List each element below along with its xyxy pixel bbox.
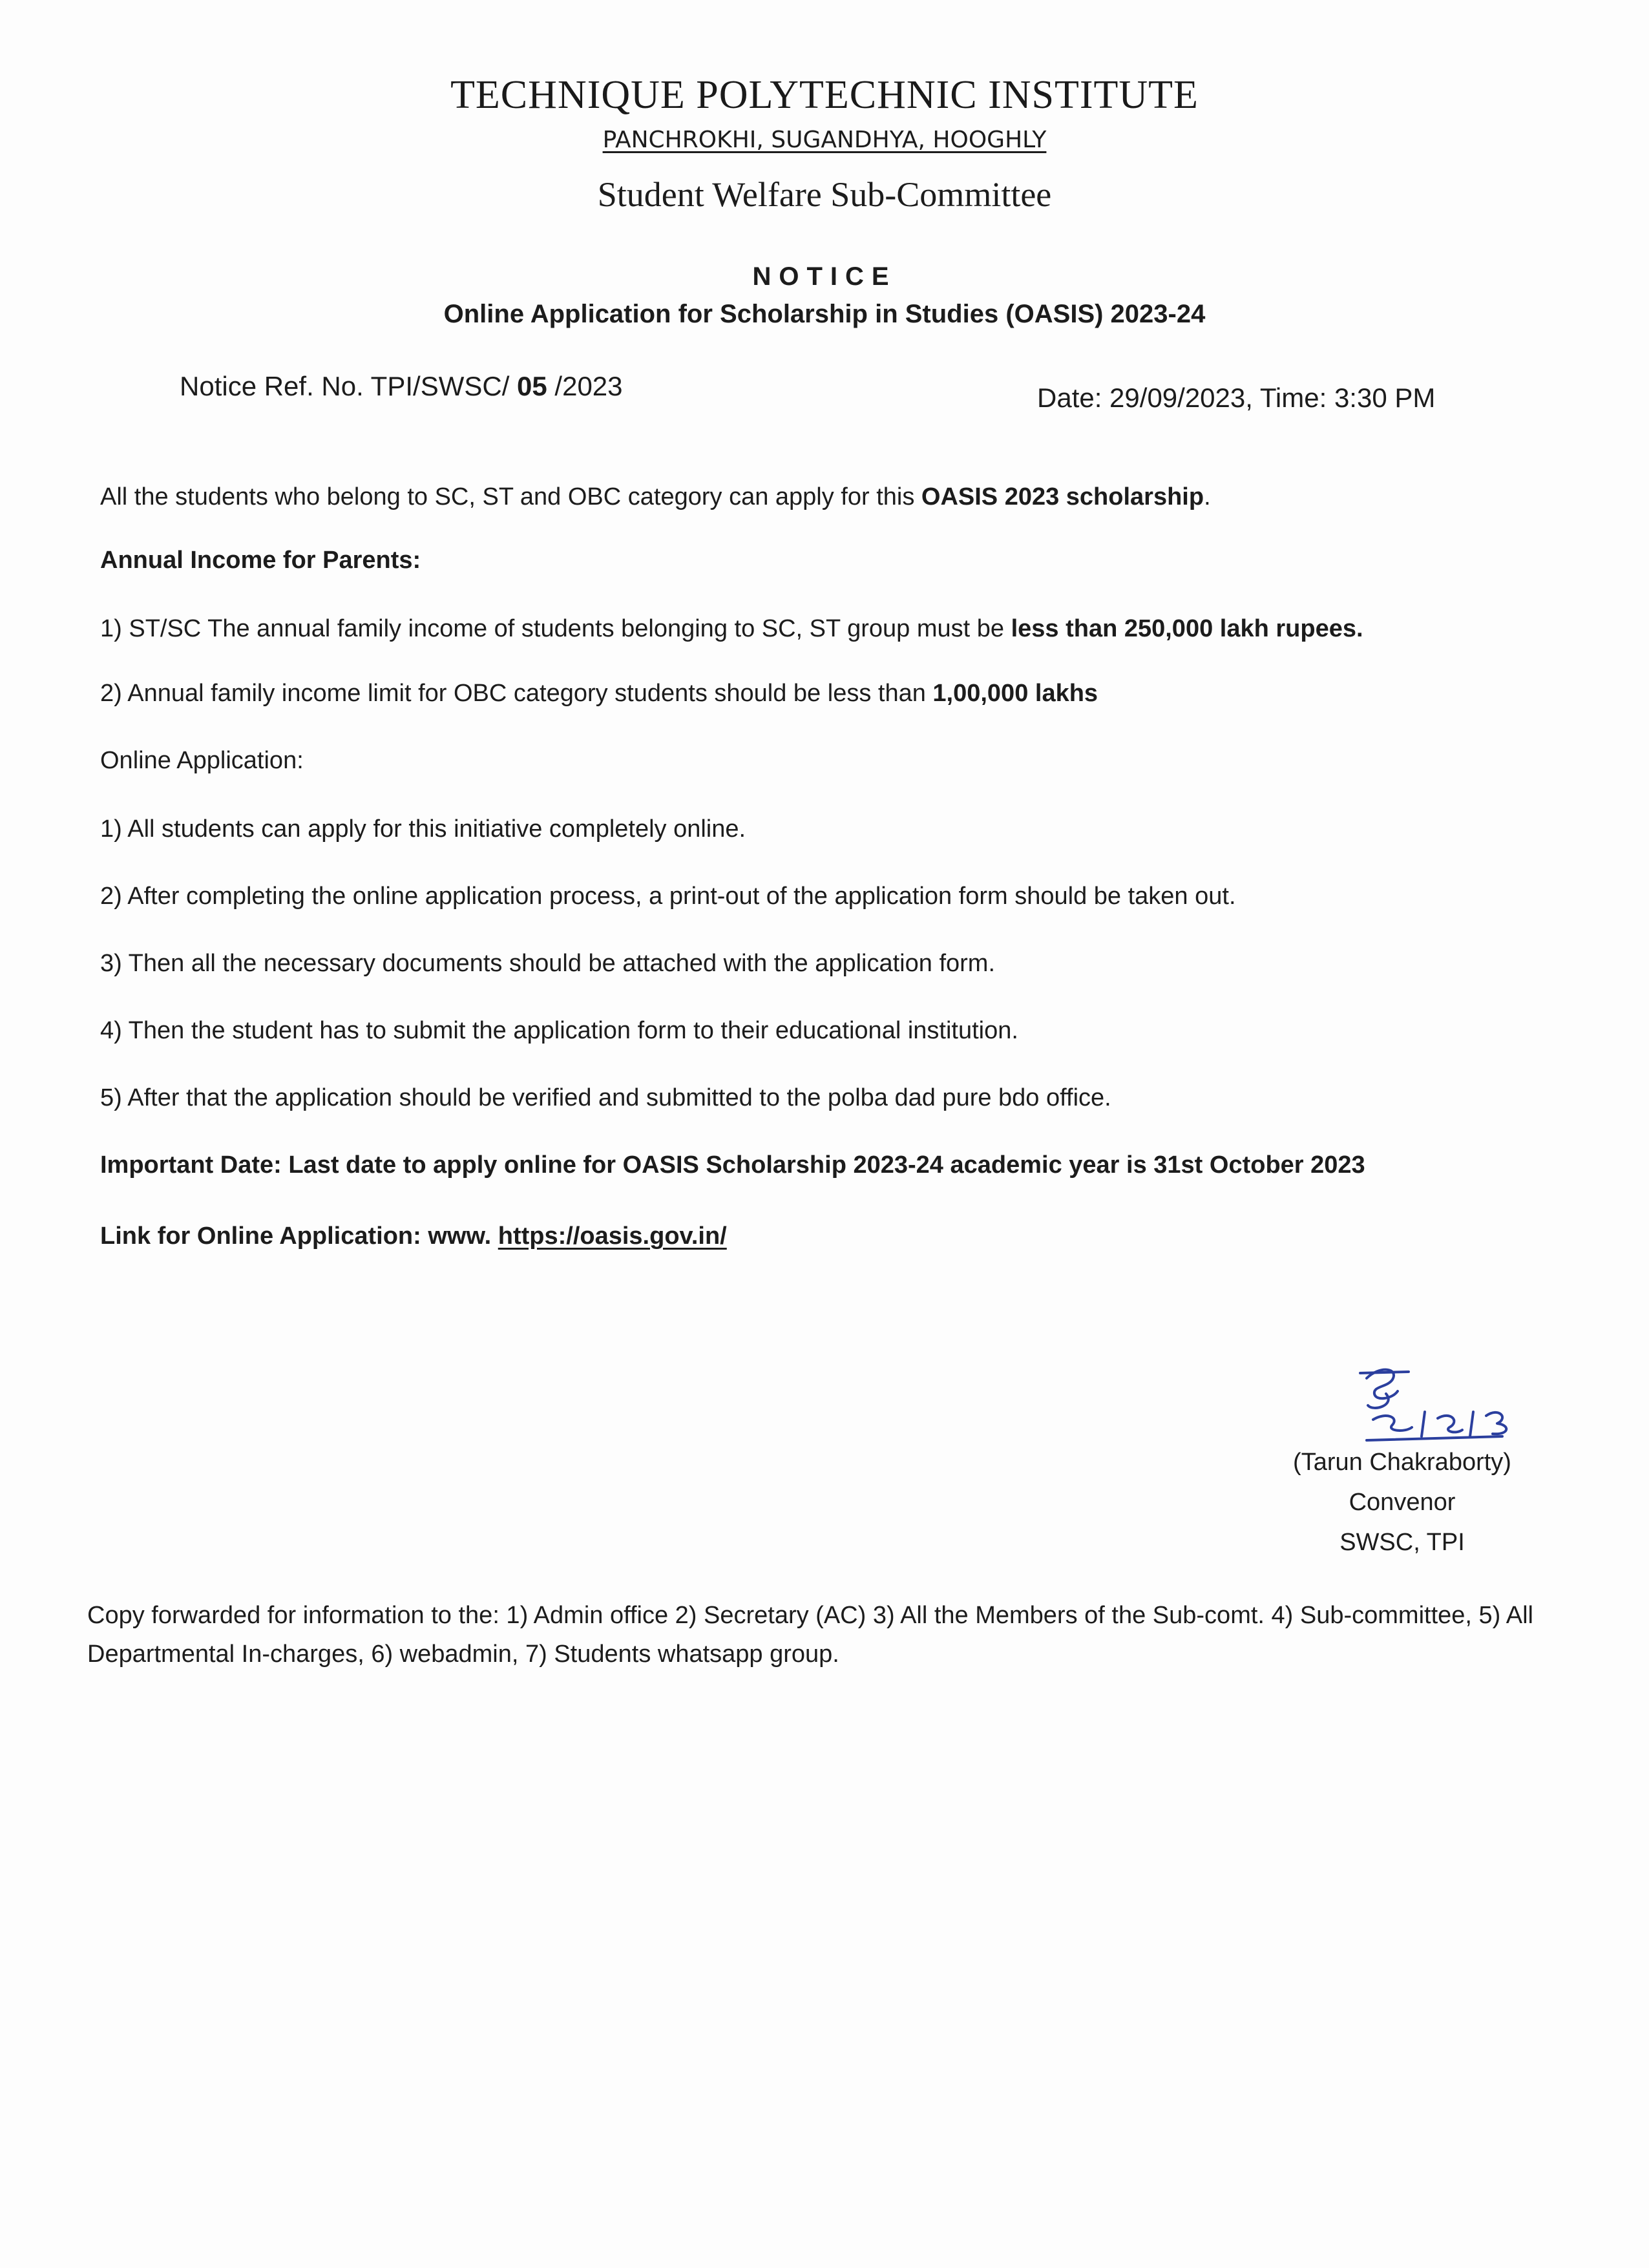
committee-name: Student Welfare Sub-Committee <box>597 175 1052 214</box>
intro-end: . <box>1204 483 1211 510</box>
notice-date: Date: 29/09/2023, Time: 3:30 PM <box>1037 383 1436 413</box>
institute-address: PANCHROKHI, SUGANDHYA, HOOGHLY <box>602 127 1047 153</box>
notice-ref <box>180 371 623 402</box>
ref-suffix: /2023 <box>547 371 623 401</box>
notice-subject: Online Application for Scholarship in Studies (OASIS) 2023-24 <box>443 300 1206 328</box>
intro-paragraph <box>100 483 1211 511</box>
income-1-text: 1) ST/SC The annual family income of students belonging to SC, ST group must be <box>100 615 1011 642</box>
signature-block <box>1202 1442 1602 1562</box>
institute-name: TECHNIQUE POLYTECHNIC INSTITUTE <box>450 73 1199 117</box>
step-item: 4) Then the student has to submit the application form to their educational institution. <box>100 1017 1018 1044</box>
link-label: Link for Online Application: www. <box>100 1223 498 1250</box>
online-heading: Online Application: <box>100 747 304 774</box>
oasis-link[interactable]: https://oasis.gov.in/ <box>498 1223 727 1250</box>
handwritten-signature <box>1347 1360 1541 1451</box>
ref-number: 05 <box>517 371 547 401</box>
signatory-designation: Convenor <box>1349 1489 1456 1516</box>
notice-heading: NOTICE <box>752 262 897 291</box>
online-link-line <box>100 1223 727 1250</box>
step-item: 3) Then all the necessary documents should be attached with the application form. <box>100 950 995 977</box>
ref-prefix: Notice Ref. No. TPI/SWSC/ <box>180 371 518 401</box>
copy-forwarded: Copy forwarded for information to the: 1) Admin office 2) Secretary (AC) 3) All the Members of the Sub-comt. 4) Sub-committee, 5) All Departmental In-charges, 6) webadmin, 7) Students whatsapp group. <box>87 1602 1533 1668</box>
important-date: Important Date: Last date to apply online for OASIS Scholarship 2023-24 academic year is 31st October 2023 <box>100 1151 1365 1179</box>
step-item: 5) After that the application should be verified and submitted to the polba dad pure bdo office. <box>100 1084 1111 1111</box>
signatory-office: SWSC, TPI <box>1339 1529 1465 1556</box>
income-1-bold: less than 250,000 lakh rupees. <box>1011 615 1363 642</box>
income-2-bold: 1,00,000 lakhs <box>932 680 1098 707</box>
income-2-text: 2) Annual family income limit for OBC category students should be less than <box>100 680 933 707</box>
intro-bold: OASIS 2023 scholarship <box>921 483 1204 510</box>
income-heading: Annual Income for Parents: <box>100 547 421 574</box>
intro-text: All the students who belong to SC, ST and OBC category can apply for this <box>100 483 921 510</box>
step-item: 1) All students can apply for this initiative completely online. <box>100 815 746 843</box>
step-item: 2) After completing the online application process, a print-out of the application form should be taken out. <box>100 883 1236 910</box>
signatory-name: (Tarun Chakraborty) <box>1293 1449 1511 1476</box>
income-item-2 <box>100 680 1098 708</box>
income-item-1 <box>100 615 1363 643</box>
